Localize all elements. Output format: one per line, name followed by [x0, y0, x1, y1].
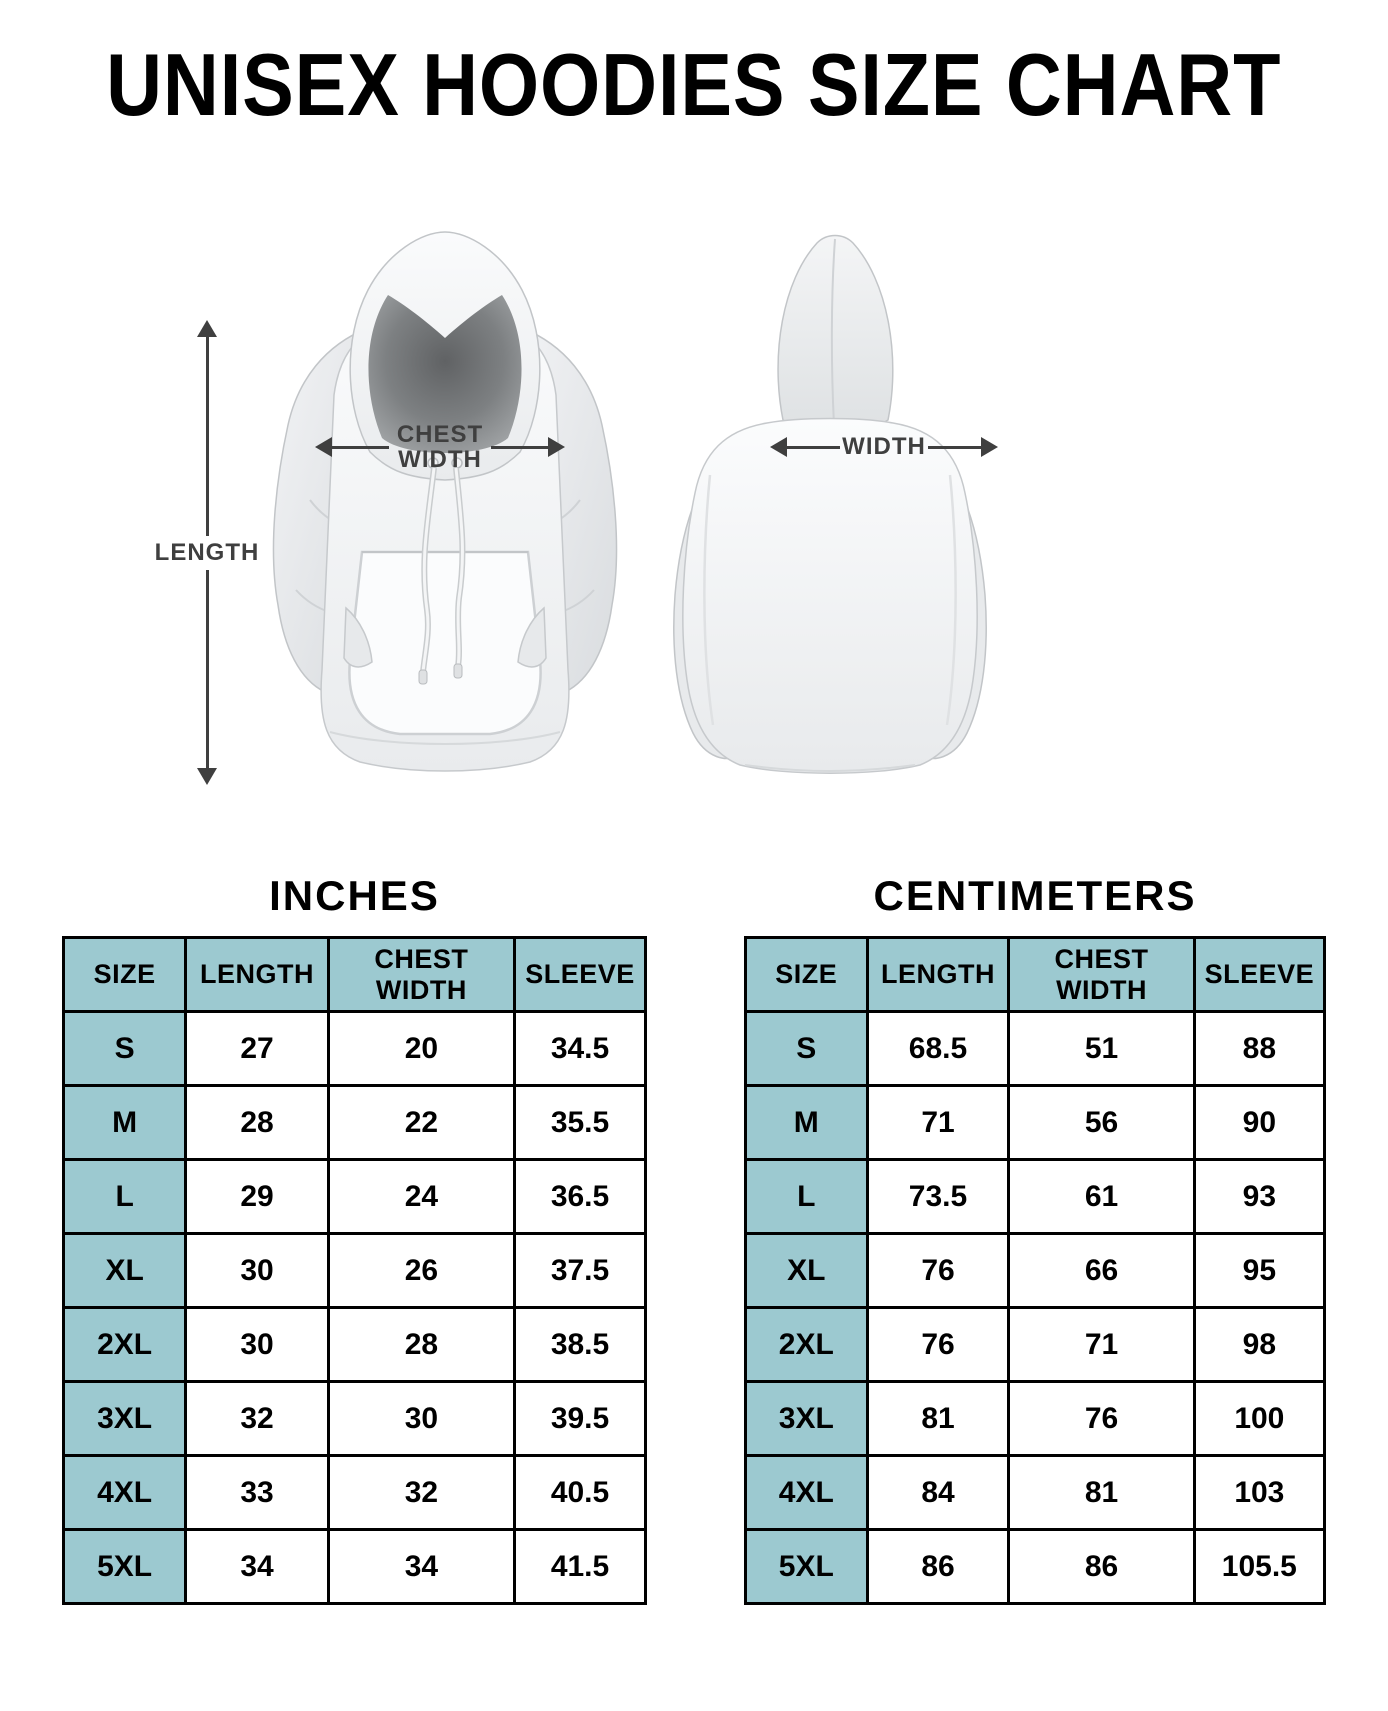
size-cell: 2XL — [746, 1308, 868, 1382]
value-cell: 29 — [186, 1160, 329, 1234]
arrow-right-icon — [548, 437, 565, 457]
value-cell: 40.5 — [515, 1456, 646, 1530]
arrow-down-icon — [197, 768, 217, 785]
value-cell: 32 — [186, 1382, 329, 1456]
size-cell: 4XL — [64, 1456, 186, 1530]
value-cell: 84 — [867, 1456, 1009, 1530]
value-cell: 105.5 — [1194, 1530, 1324, 1604]
table-row — [746, 1234, 1325, 1308]
arrow-left-icon — [770, 437, 787, 457]
table-header-row — [746, 938, 1325, 1012]
value-cell: 98 — [1194, 1308, 1324, 1382]
column-header-cell: SIZE — [64, 938, 186, 1012]
size-cell: 5XL — [746, 1530, 868, 1604]
value-cell: 30 — [186, 1308, 329, 1382]
table-row — [64, 1382, 646, 1456]
arrow-left-icon — [315, 437, 332, 457]
value-cell: 73.5 — [867, 1160, 1009, 1234]
column-header-cell: CHEST WIDTH — [328, 938, 514, 1012]
size-cell: 5XL — [64, 1530, 186, 1604]
table-row — [64, 1012, 646, 1086]
value-cell: 86 — [1009, 1530, 1194, 1604]
inches-table — [62, 936, 647, 1605]
value-cell: 103 — [1194, 1456, 1324, 1530]
value-cell: 36.5 — [515, 1160, 646, 1234]
value-cell: 30 — [328, 1382, 514, 1456]
page-title-text: UNISEX HOODIES SIZE CHART — [106, 35, 1282, 134]
centimeters-heading: CENTIMETERS — [873, 872, 1197, 919]
arrow-line — [206, 570, 209, 769]
value-cell: 27 — [186, 1012, 329, 1086]
value-cell: 61 — [1009, 1160, 1194, 1234]
back-width-measurement-arrow — [770, 432, 998, 462]
arrow-line — [332, 446, 389, 449]
size-cell: 2XL — [64, 1308, 186, 1382]
table-row — [746, 1160, 1325, 1234]
value-cell: 35.5 — [515, 1086, 646, 1160]
value-cell: 76 — [867, 1234, 1009, 1308]
value-cell: 41.5 — [515, 1530, 646, 1604]
size-cell: M — [746, 1086, 868, 1160]
size-cell: 3XL — [746, 1382, 868, 1456]
table-row — [64, 1086, 646, 1160]
length-measurement-arrow — [154, 320, 260, 785]
value-cell: 100 — [1194, 1382, 1324, 1456]
chest-width-label-line2: WIDTH — [398, 446, 482, 473]
table-row — [64, 1308, 646, 1382]
arrow-line — [491, 446, 548, 449]
size-cell: 4XL — [746, 1456, 868, 1530]
value-cell: 33 — [186, 1456, 329, 1530]
size-cell: L — [64, 1160, 186, 1234]
page-title — [0, 34, 1388, 136]
chest-width-label — [389, 422, 491, 472]
column-header-cell: LENGTH — [867, 938, 1009, 1012]
column-header-cell: SLEEVE — [515, 938, 646, 1012]
table-header-row — [64, 938, 646, 1012]
table-row — [746, 1086, 1325, 1160]
size-cell: 3XL — [64, 1382, 186, 1456]
value-cell: 81 — [1009, 1456, 1194, 1530]
column-header-cell: LENGTH — [186, 938, 329, 1012]
inches-heading: INCHES — [269, 872, 440, 919]
value-cell: 51 — [1009, 1012, 1194, 1086]
value-cell: 56 — [1009, 1086, 1194, 1160]
table-row — [746, 1456, 1325, 1530]
value-cell: 20 — [328, 1012, 514, 1086]
size-cell: S — [64, 1012, 186, 1086]
table-row — [746, 1308, 1325, 1382]
size-cell: M — [64, 1086, 186, 1160]
value-cell: 88 — [1194, 1012, 1324, 1086]
column-header-cell: SLEEVE — [1194, 938, 1324, 1012]
size-cell: L — [746, 1160, 868, 1234]
arrow-line — [206, 337, 209, 536]
value-cell: 93 — [1194, 1160, 1324, 1234]
arrow-line — [928, 446, 981, 449]
value-cell: 95 — [1194, 1234, 1324, 1308]
size-cell: XL — [746, 1234, 868, 1308]
value-cell: 37.5 — [515, 1234, 646, 1308]
inches-table-section — [62, 872, 647, 1605]
chest-width-label-line1: CHEST — [396, 420, 484, 448]
column-header-cell: CHEST WIDTH — [1009, 938, 1194, 1012]
value-cell: 34.5 — [515, 1012, 646, 1086]
value-cell: 76 — [1009, 1382, 1194, 1456]
front-hoodie-illustration — [250, 200, 640, 790]
value-cell: 38.5 — [515, 1308, 646, 1382]
value-cell: 34 — [328, 1530, 514, 1604]
value-cell: 28 — [328, 1308, 514, 1382]
value-cell: 39.5 — [515, 1382, 646, 1456]
value-cell: 71 — [1009, 1308, 1194, 1382]
length-label: LENGTH — [154, 538, 260, 566]
table-row — [64, 1530, 646, 1604]
value-cell: 71 — [867, 1086, 1009, 1160]
hoodie-measurement-diagram — [0, 150, 1388, 800]
table-row — [64, 1456, 646, 1530]
back-width-label: WIDTH — [842, 433, 926, 460]
centimeters-table — [744, 936, 1326, 1605]
value-cell: 68.5 — [867, 1012, 1009, 1086]
arrow-line — [787, 446, 840, 449]
table-row — [64, 1160, 646, 1234]
value-cell: 86 — [867, 1530, 1009, 1604]
value-cell: 81 — [867, 1382, 1009, 1456]
table-row — [64, 1234, 646, 1308]
size-cell: S — [746, 1012, 868, 1086]
table-row — [746, 1012, 1325, 1086]
table-row — [746, 1530, 1325, 1604]
value-cell: 34 — [186, 1530, 329, 1604]
value-cell: 32 — [328, 1456, 514, 1530]
value-cell: 28 — [186, 1086, 329, 1160]
arrow-up-icon — [197, 320, 217, 337]
value-cell: 30 — [186, 1234, 329, 1308]
column-header-cell: SIZE — [746, 938, 868, 1012]
value-cell: 90 — [1194, 1086, 1324, 1160]
centimeters-table-section — [744, 872, 1326, 1605]
table-row — [746, 1382, 1325, 1456]
chest-width-measurement-arrow — [315, 418, 565, 476]
arrow-right-icon — [981, 437, 998, 457]
value-cell: 24 — [328, 1160, 514, 1234]
value-cell: 76 — [867, 1308, 1009, 1382]
value-cell: 26 — [328, 1234, 514, 1308]
value-cell: 66 — [1009, 1234, 1194, 1308]
size-cell: XL — [64, 1234, 186, 1308]
value-cell: 22 — [328, 1086, 514, 1160]
back-hoodie-illustration — [655, 225, 1005, 780]
